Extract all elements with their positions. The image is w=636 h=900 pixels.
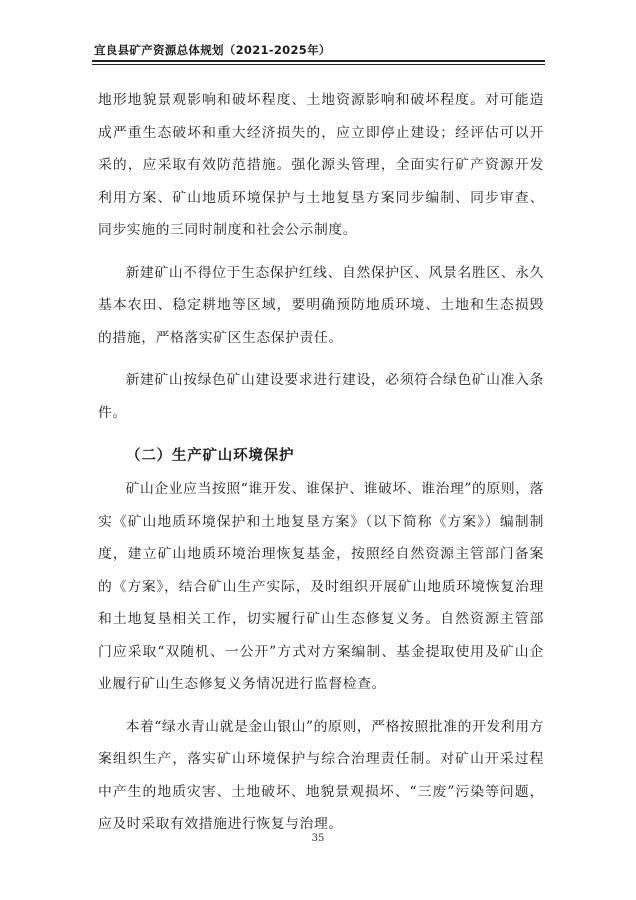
header-rule-thin bbox=[92, 64, 545, 65]
document-body bbox=[98, 84, 544, 851]
paragraph: 矿山企业应当按照“谁开发、谁保护、谁破坏、谁治理”的原则，落实《矿山地质环境保护和土地复垦方案》（以下简称《方案》）编制制度，建立矿山地质环境治理恢复基金，按照经自然资源主管部门备案的《方案》，结合矿山生产实际，及时组织开展矿山地质环境恢复治理和土地复垦相关工作，切实履行矿山生态修复义务。自然资源主管部门应采取“双随机、一公开”方式对方案编制、基金提取使用及矿山企业履行矿山生态修复义务情况进行监督检查。 bbox=[98, 481, 545, 692]
section-heading: （二）生产矿山环境保护 bbox=[126, 448, 295, 464]
paragraph-continued: 地形地貌景观影响和破坏程度、土地资源影响和破坏程度。对可能造成严重生态破坏和重大经济损失的，应立即停止建设；经评估可以开采的，应采取有效防范措施。强化源头管理，全面实行矿产资源开发利用方案、矿山地质环境保护与土地复垦方案同步编制、同步审查、同步实施的三同时制度和社会公示制度。 bbox=[98, 92, 544, 238]
paragraph: 本着“绿水青山就是金山银山”的原则，严格按照批准的开发利用方案组织生产，落实矿山环境保护与综合治理责任制。对矿山开采过程中产生的地质灾害、土地破坏、地貌景观损坏、“三废”污染等问题，应及时采取有效措施进行恢复与治理。 bbox=[98, 718, 545, 832]
header-rule-thick bbox=[92, 60, 545, 62]
paragraph: 新建矿山按绿色矿山建设要求进行建设，必须符合绿色矿山准入条件。 bbox=[98, 372, 544, 421]
page-header-title: 宜良县矿产资源总体规划（2021-2025年） bbox=[94, 43, 331, 57]
page-number: 35 bbox=[311, 833, 325, 844]
paragraph: 新建矿山不得位于生态保护红线、自然保护区、风景名胜区、永久基本农田、稳定耕地等区域，要明确预防地质环境、土地和生态损毁的措施，严格落实矿区生态保护责任。 bbox=[98, 264, 544, 346]
